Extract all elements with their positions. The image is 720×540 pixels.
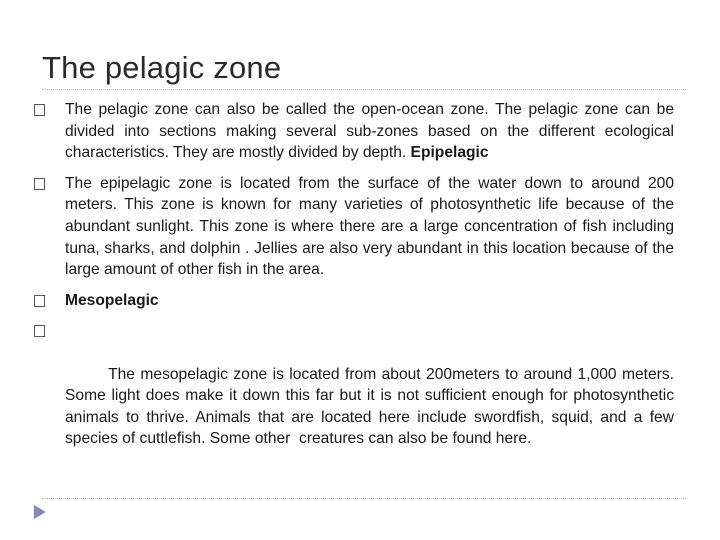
bullet-heading: Mesopelagic (65, 291, 159, 309)
checkbox-bullet-icon (34, 178, 45, 190)
checkbox-bullet-icon (34, 295, 45, 307)
slide-title: The pelagic zone (42, 50, 282, 85)
bullet-list (34, 99, 679, 481)
title-divider (42, 89, 686, 90)
nav-arrow-icon[interactable] (33, 504, 47, 520)
bullet-text: The mesopelagic zone is located from about 200meters to around 1,000 meters. Some light does make it down this far but it is not sufficient enough for photosynthetic animals to thrive. Animals that are located here include swordfish, squid, and a few species of cuttlefish. Some other creatures can also be found here. (65, 365, 679, 448)
bullet-item (34, 99, 674, 164)
checkbox-bullet-icon (34, 104, 45, 116)
bullet-bold-text: Epipelagic (410, 144, 489, 162)
footer-divider (42, 498, 686, 499)
bullet-item (34, 290, 674, 312)
bullet-text: The epipelagic zone is located from the surface of the water down to around 200 meters. This zone is known for many varieties of photosynthetic life because of the abundant sunlight. This zone is where there are a large concentration of fish including tuna, sharks, and dolphin . Jellies are also very abundant in this location because of the large amount of other fish in the area. (65, 174, 674, 279)
bullet-item (34, 320, 679, 471)
checkbox-bullet-icon (34, 325, 45, 337)
bullet-item (34, 173, 674, 281)
bullet-text: The pelagic zone can also be called the open-ocean zone. The pelagic zone can be divided into sections making several sub-zones based on the different ecological characteristics. They are mostly divided by depth. (65, 101, 674, 162)
